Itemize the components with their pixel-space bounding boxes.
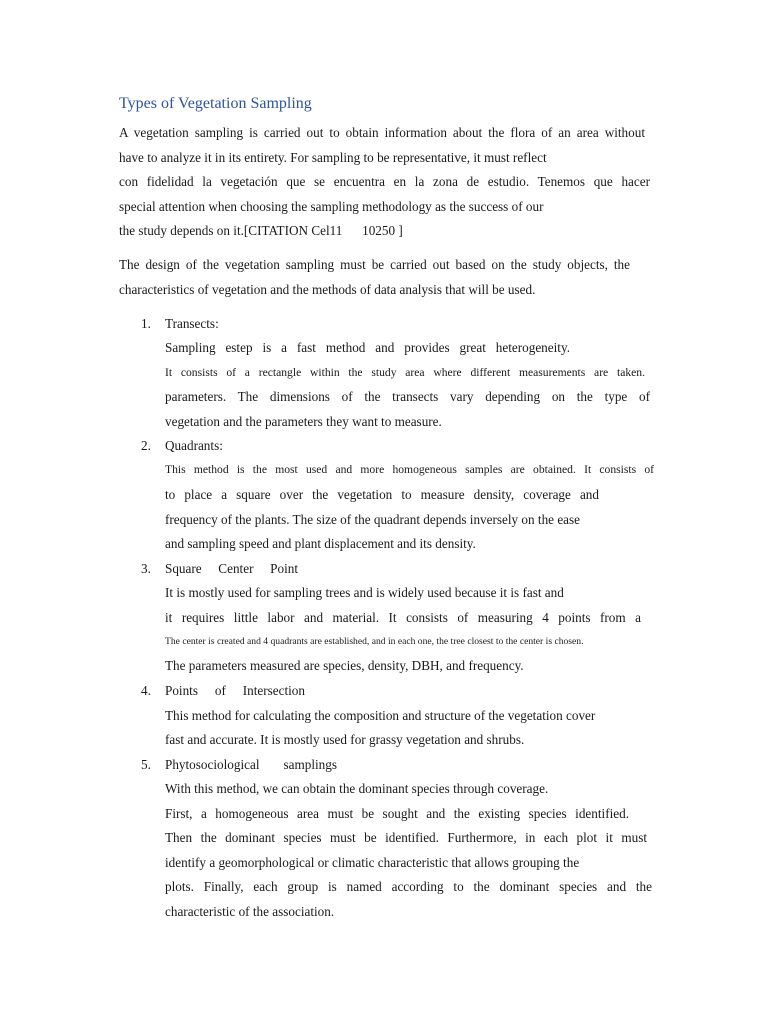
list-item-line: plots. Finally, each group is named according to the dominant species and the — [165, 879, 652, 894]
list-item-line: The parameters measured are species, density, DBH, and frequency. — [165, 658, 524, 673]
list-number: 3. — [141, 561, 151, 576]
list-item-heading: Transects: — [165, 316, 219, 331]
list-item-line: and sampling speed and plant displacement and its density. — [165, 536, 476, 551]
design-line: The design of the vegetation sampling must be carried out based on the study objects, the — [119, 257, 630, 272]
list-number: 4. — [141, 683, 151, 698]
list-number: 1. — [141, 316, 151, 331]
list-item-line: It is mostly used for sampling trees and is widely used because it is fast and — [165, 585, 564, 600]
list-item-line: frequency of the plants. The size of the quadrant depends inversely on the ease — [165, 512, 581, 527]
list-item-line: vegetation and the parameters they want to measure. — [165, 414, 442, 429]
list-item-heading: Quadrants: — [165, 438, 223, 453]
citation-line: the study depends on it.[CITATION Cel11 10250 ] — [119, 223, 403, 238]
list-item-line: It consists of a rectangle within the study area where different measurements are taken. — [165, 366, 645, 379]
intro-line: con fidelidad la vegetación que se encuentra en la zona de estudio. Tenemos que hacer — [119, 174, 650, 189]
list-item-line: identify a geomorphological or climatic characteristic that allows grouping the — [165, 855, 580, 870]
list-item-heading: Square Center Point — [165, 561, 298, 576]
list-item-line: Sampling estep is a fast method and provides great heterogeneity. — [165, 340, 570, 355]
list-item-line: it requires little labor and material. It consists of measuring 4 points from a — [165, 610, 641, 625]
list-item-line: This method is the most used and more homogeneous samples are obtained. It consists of — [165, 463, 654, 476]
list-item-line: characteristic of the association. — [165, 904, 335, 919]
intro-line: have to analyze it in its entirety. For sampling to be representative, it must reflect — [119, 150, 547, 165]
list-item-heading: Phytosociological samplings — [165, 757, 337, 772]
list-item-line: This method for calculating the composition and structure of the vegetation cover — [165, 708, 596, 723]
list-item-line: The center is created and 4 quadrants are established, and in each one, the tree closest to the center is chosen. — [165, 636, 584, 647]
list-item-line: parameters. The dimensions of the transects vary depending on the type of — [165, 389, 650, 404]
list-item-line: fast and accurate. It is mostly used for grassy vegetation and shrubs. — [165, 732, 525, 747]
list-item-line: With this method, we can obtain the dominant species through coverage. — [165, 781, 549, 796]
intro-line: special attention when choosing the sampling methodology as the success of our — [119, 199, 544, 214]
design-line: characteristics of vegetation and the methods of data analysis that will be used. — [119, 282, 536, 297]
list-number: 2. — [141, 438, 151, 453]
list-item-line: First, a homogeneous area must be sought and the existing species identified. — [165, 806, 629, 821]
page-title: Types of Vegetation Sampling — [119, 95, 312, 112]
list-item-heading: Points of Intersection — [165, 683, 305, 698]
intro-line: A vegetation sampling is carried out to obtain information about the flora of an area without — [119, 125, 645, 140]
list-item-line: to place a square over the vegetation to measure density, coverage and — [165, 487, 599, 502]
list-number: 5. — [141, 757, 151, 772]
list-item-line: Then the dominant species must be identified. Furthermore, in each plot it must — [165, 830, 647, 845]
